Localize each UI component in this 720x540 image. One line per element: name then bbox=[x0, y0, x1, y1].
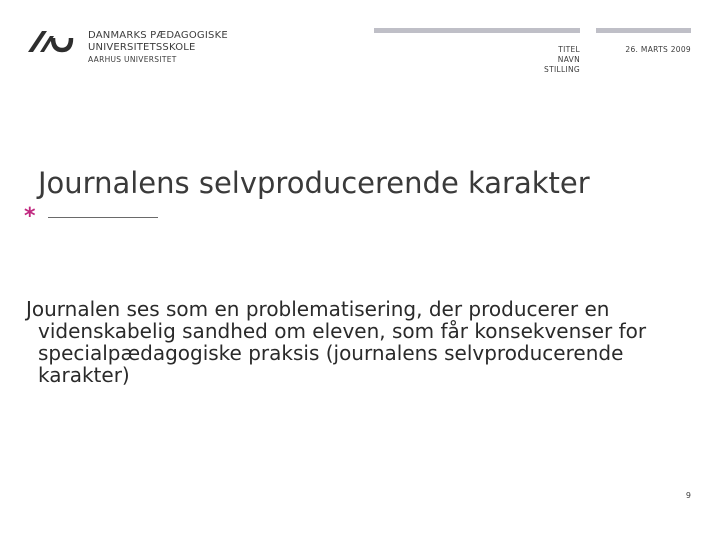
slide-title: Journalens selvproducerende karakter bbox=[38, 166, 590, 200]
institution-name-line-1: DANMARKS PÆDAGOGISKE bbox=[88, 30, 228, 41]
institution-name bbox=[88, 30, 228, 54]
body-line-3: specialpædagogiske praksis (journalens selvproducerende bbox=[38, 341, 624, 365]
slide-body bbox=[26, 298, 696, 386]
presentation-date: 26. MARTS 2009 bbox=[625, 45, 691, 54]
header-bar-right bbox=[596, 28, 691, 33]
meta-name: NAVN bbox=[557, 55, 580, 64]
asterisk-icon: * bbox=[24, 204, 36, 229]
meta-title: TITEL bbox=[558, 45, 580, 54]
header-bar-left bbox=[374, 28, 580, 33]
body-line-4: karakter) bbox=[38, 363, 130, 387]
title-underline bbox=[48, 217, 158, 218]
body-line-1: Journalen ses som en problematisering, der producerer en bbox=[26, 297, 610, 321]
aarhus-university-logo-icon bbox=[26, 28, 76, 54]
university-name: AARHUS UNIVERSITET bbox=[88, 55, 177, 64]
body-line-2: videnskabelig sandhed om eleven, som får konsekvenser for bbox=[38, 319, 647, 343]
page-number: 9 bbox=[685, 491, 691, 500]
meta-position: STILLING bbox=[544, 65, 580, 74]
institution-name-line-2: UNIVERSITETSSKOLE bbox=[88, 42, 196, 53]
presenter-meta bbox=[460, 45, 580, 75]
